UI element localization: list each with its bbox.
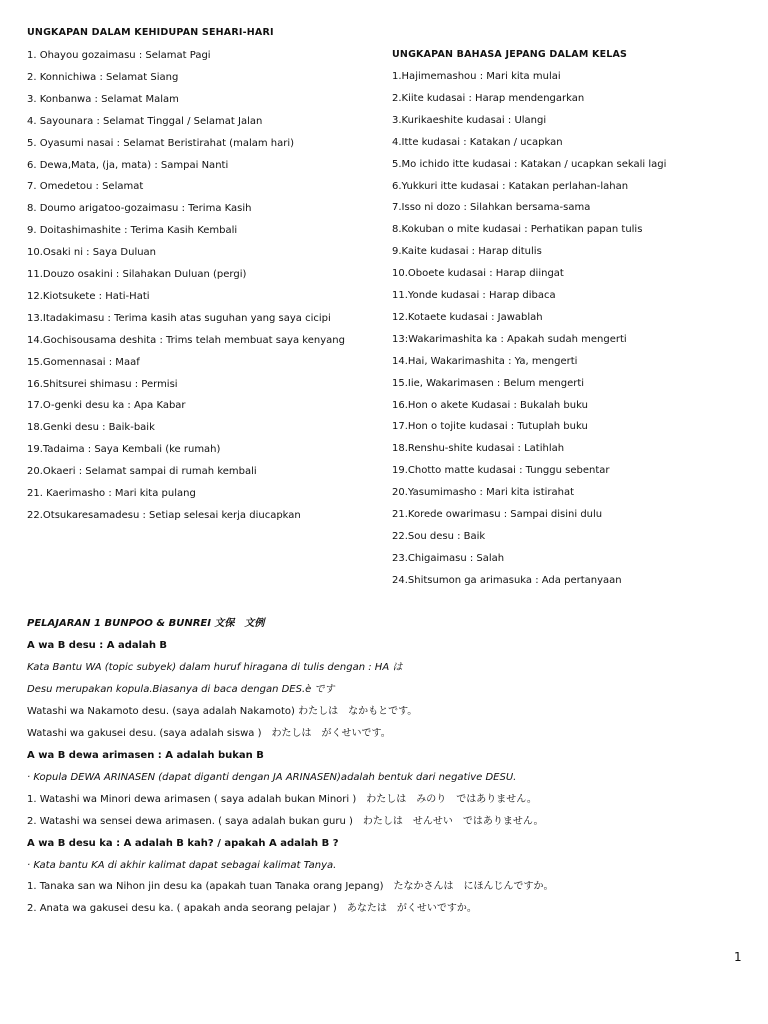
classroom-phrase-item: 21.Korede owarimasu : Sampai disini dulu	[392, 509, 603, 520]
phrase-item: 8. Doumo arigatoo-gozaimasu : Terima Kasih	[27, 203, 252, 215]
lesson-line: · Kata bantu KA di akhir kalimat dapat sebagai kalimat Tanya.	[27, 860, 337, 871]
lesson-line: A wa B dewa arimasen : A adalah bukan B	[27, 750, 264, 761]
left-column-heading: UNGKAPAN DALAM KEHIDUPAN SEHARI-HARI	[27, 27, 274, 38]
classroom-phrase-item: 19.Chotto matte kudasai : Tunggu sebentar	[392, 465, 610, 477]
classroom-phrase-item: 14.Hai, Wakarimashita : Ya, mengerti	[392, 355, 578, 367]
classroom-phrase-item: 5.Mo ichido itte kudasai : Katakan / ucapkan sekali lagi	[392, 158, 667, 170]
phrase-item: 4. Sayounara : Selamat Tinggal / Selamat Jalan	[27, 115, 263, 127]
phrase-item: 2. Konnichiwa : Selamat Siang	[27, 71, 179, 83]
classroom-phrase-item: 13:Wakarimashita ka : Apakah sudah mengerti	[392, 333, 627, 345]
phrase-item: 9. Doitashimashite : Terima Kasih Kembali	[27, 225, 238, 237]
phrase-item: 7. Omedetou : Selamat	[27, 181, 144, 193]
phrase-item: 20.Okaeri : Selamat sampai di rumah kembali	[27, 466, 257, 478]
classroom-phrase-item: 8.Kokuban o mite kudasai : Perhatikan papan tulis	[392, 224, 643, 236]
phrase-item: 22.Otsukaresamadesu : Setiap selesai kerja diucapkan	[27, 509, 301, 521]
phrase-item: 13.Itadakimasu : Terima kasih atas suguhan yang saya cicipi	[27, 312, 331, 324]
phrase-item: 21. Kaerimasho : Mari kita pulang	[27, 488, 196, 499]
classroom-phrase-item: 12.Kotaete kudasai : Jawablah	[392, 311, 543, 323]
phrase-item: 14.Gochisousama deshita : Trims telah membuat saya kenyang	[27, 334, 345, 346]
classroom-phrase-item: 7.Isso ni dozo : Silahkan bersama-sama	[392, 202, 591, 214]
classroom-phrase-item: 2.Kiite kudasai : Harap mendengarkan	[392, 92, 585, 104]
phrase-item: 5. Oyasumi nasai : Selamat Beristirahat (malam hari)	[27, 137, 295, 149]
phrase-item: 18.Genki desu : Baik-baik	[27, 422, 155, 434]
lesson-line: A wa B desu : A adalah B	[27, 640, 168, 651]
classroom-phrase-item: 17.Hon o tojite kudasai : Tutuplah buku	[392, 421, 588, 433]
lesson-line: 1. Watashi wa Minori dewa arimasen ( saya adalah bukan Minori ) わたしは みのり ではありません。	[27, 794, 537, 805]
classroom-phrase-item: 4.Itte kudasai : Katakan / ucapkan	[392, 136, 563, 148]
classroom-phrase-item: 24.Shitsumon ga arimasuka : Ada pertanyaan	[392, 574, 622, 586]
classroom-phrase-item: 11.Yonde kudasai : Harap dibaca	[392, 290, 556, 301]
phrase-item: 19.Tadaima : Saya Kembali (ke rumah)	[27, 444, 221, 456]
phrase-item: 12.Kiotsukete : Hati-Hati	[27, 290, 150, 302]
classroom-phrase-item: 9.Kaite kudasai : Harap ditulis	[392, 246, 542, 258]
lesson-line: Desu merupakan kopula.Biasanya di baca dengan DES.è です	[27, 684, 335, 695]
lesson-line: · Kopula DEWA ARINASEN (dapat diganti dengan JA ARINASEN)adalah bentuk dari negative DESU.	[27, 772, 517, 783]
lesson-line: Watashi wa Nakamoto desu. (saya adalah Nakamoto) わたしは なかもとです。	[27, 706, 418, 717]
classroom-phrase-item: 22.Sou desu : Baik	[392, 530, 486, 542]
classroom-phrase-item: 23.Chigaimasu : Salah	[392, 552, 505, 564]
classroom-phrase-item: 16.Hon o akete Kudasai : Bukalah buku	[392, 399, 588, 411]
lesson-line: Watashi wa gakusei desu. (saya adalah siswa ) わたしは がくせいです。	[27, 728, 391, 739]
classroom-phrase-item: 15.Iie, Wakarimasen : Belum mengerti	[392, 377, 585, 389]
lesson-line: 2. Anata wa gakusei desu ka. ( apakah anda seorang pelajar ) あなたは がくせいですか。	[27, 903, 477, 914]
classroom-phrase-item: 10.Oboete kudasai : Harap diingat	[392, 268, 564, 280]
phrase-item: 15.Gomennasai : Maaf	[27, 356, 140, 368]
phrase-item: 11.Douzo osakini : Silahakan Duluan (pergi)	[27, 269, 247, 280]
phrase-item: 3. Konbanwa : Selamat Malam	[27, 93, 179, 105]
phrase-item: 1. Ohayou gozaimasu : Selamat Pagi	[27, 50, 211, 61]
lesson-line: 1. Tanaka san wa Nihon jin desu ka (apakah tuan Tanaka orang Jepang) たなかさんは にほんじんですか。	[27, 881, 554, 892]
lesson-line: Kata Bantu WA (topic subyek) dalam huruf hiragana di tulis dengan : HA は	[27, 662, 403, 673]
classroom-phrase-item: 18.Renshu-shite kudasai : Latihlah	[392, 443, 565, 455]
classroom-phrase-item: 20.Yasumimasho : Mari kita istirahat	[392, 487, 575, 499]
phrase-item: 16.Shitsurei shimasu : Permisi	[27, 378, 178, 390]
lesson-line: A wa B desu ka : A adalah B kah? / apakah A adalah B ?	[27, 838, 339, 849]
phrase-item: 6. Dewa,Mata, (ja, mata) : Sampai Nanti	[27, 159, 229, 171]
lesson-line: 2. Watashi wa sensei dewa arimasen. ( saya adalah bukan guru ) わたしは せんせい ではありません。	[27, 816, 544, 827]
classroom-phrase-item: 6.Yukkuri itte kudasai : Katakan perlahan-lahan	[392, 180, 629, 192]
classroom-phrase-item: 3.Kurikaeshite kudasai : Ulangi	[392, 114, 547, 126]
page-number: 1	[734, 950, 742, 964]
phrase-item: 17.O-genki desu ka : Apa Kabar	[27, 400, 186, 412]
phrase-item: 10.Osaki ni : Saya Duluan	[27, 247, 157, 259]
right-column-heading: UNGKAPAN BAHASA JEPANG DALAM KELAS	[392, 49, 628, 60]
classroom-phrase-item: 1.Hajimemashou : Mari kita mulai	[392, 71, 561, 82]
lesson-title: PELAJARAN 1 BUNPOO & BUNREI 文保 文例	[27, 618, 265, 629]
